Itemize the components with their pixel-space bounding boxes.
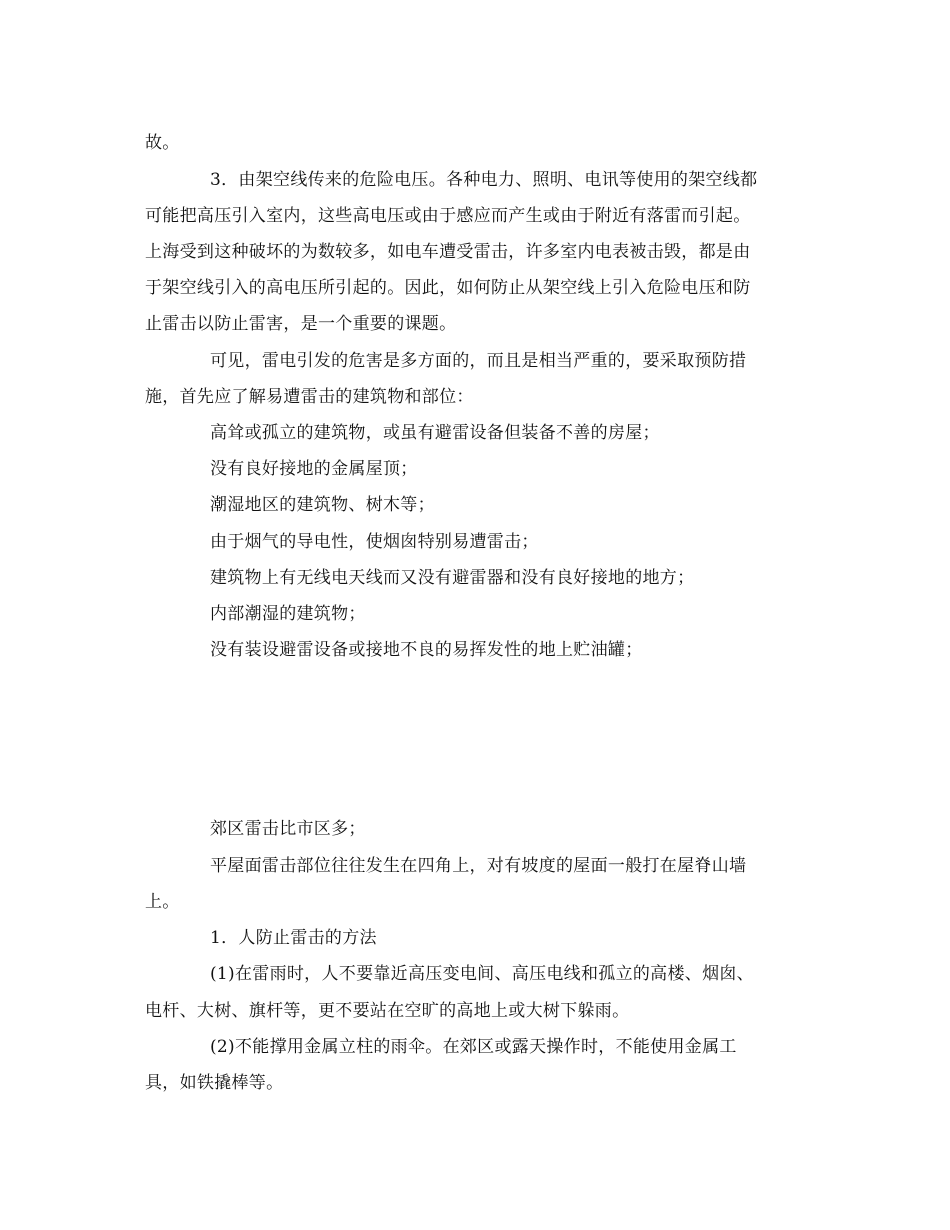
list-item: 潮湿地区的建筑物、树木等；	[210, 495, 435, 515]
list-item: 内部潮湿的建筑物；	[210, 604, 366, 624]
text-line: 具，如铁撬棒等。	[145, 1073, 284, 1093]
text-line: 故。	[145, 133, 180, 153]
text-line: 施，首先应了解易遭雷击的建筑物和部位：	[145, 387, 474, 407]
text-line: 上海受到这种破坏的为数较多，如电车遭受雷击，许多室内电表被击毁，都是由	[145, 242, 751, 262]
list-item: 郊区雷击比市区多；	[210, 819, 366, 839]
section-heading: 1．人防止雷击的方法	[210, 928, 377, 948]
list-item: 高耸或孤立的建筑物，或虽有避雷设备但装备不善的房屋；	[210, 423, 660, 443]
text-line: 电杆、大树、旗杆等，更不要站在空旷的高地上或大树下躲雨。	[145, 1001, 630, 1021]
text-line: 可能把高压引入室内，这些高电压或由于感应而产生或由于附近有落雷而引起。	[145, 206, 751, 226]
text-line: (2)不能撑用金属立柱的雨伞。在郊区或露天操作时，不能使用金属工	[210, 1037, 737, 1057]
text-line: (1)在雷雨时，人不要靠近高压变电间、高压电线和孤立的高楼、烟囱、	[210, 964, 754, 984]
text-line: 于架空线引入的高电压所引起的。因此，如何防止从架空线上引入危险电压和防	[145, 278, 751, 298]
text-line: 3．由架空线传来的危险电压。各种电力、照明、电讯等使用的架空线都	[210, 170, 758, 190]
text-line: 止雷击以防止雷害，是一个重要的课题。	[145, 314, 457, 334]
text-line: 可见，雷电引发的危害是多方面的，而且是相当严重的，要采取预防措	[210, 351, 747, 371]
list-item: 没有装设避雷设备或接地不良的易挥发性的地上贮油罐；	[210, 640, 643, 660]
list-item: 没有良好接地的金属屋顶；	[210, 459, 418, 479]
list-item: 由于烟气的导电性，使烟囱特别易遭雷击；	[210, 532, 539, 552]
list-item: 平屋面雷击部位往往发生在四角上，对有坡度的屋面一般打在屋脊山墙	[210, 856, 747, 876]
list-item: 建筑物上有无线电天线而又没有避雷器和没有良好接地的地方；	[210, 568, 695, 588]
text-line: 上。	[145, 892, 180, 912]
